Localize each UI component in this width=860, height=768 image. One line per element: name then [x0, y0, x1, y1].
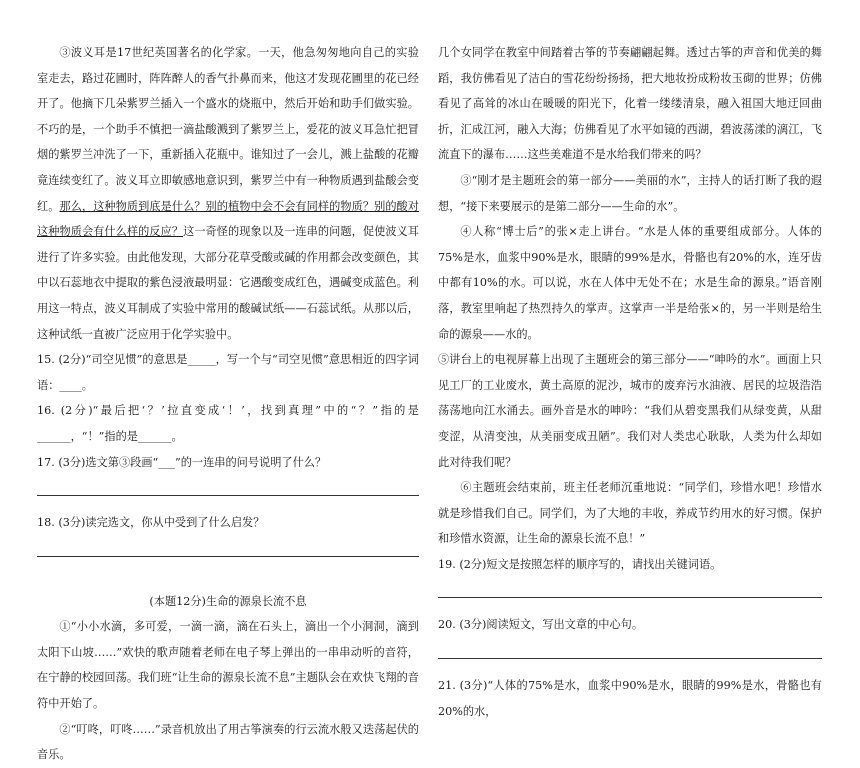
answer-line-19[interactable]: [438, 583, 822, 598]
underlined-questions: 那么，这种物质到底是什么？别的植物中会不会有同样的物质？别的酸对这种物质会有什么样的反应？: [37, 199, 419, 239]
passage-text-b: 这一奇怪的现象以及一连串的问题，促使波义耳进行了许多实验。由此他发现，大部分花草受酸或碱的作用都会改变颜色，其中以石蕊地衣中提取的紫色浸液最明显：它遇酸变成红色，遇碱变成蓝色。利用这一特点，波义耳制成了实验中常用的酸碱试纸——石蕊试纸。从那以后，这种试纸一直被广泛应用于化学实验中。: [37, 225, 419, 341]
question-15: 15. (2分)“司空见惯”的意思是_____，写一个与“司空见惯”意思相近的四字词语：____。: [37, 353, 419, 392]
answer-line-18[interactable]: [37, 542, 419, 557]
question-16: 16. (2分)“最后把‘？’拉直变成‘！’，找到真理”中的“？”指的是______，“！”指的是______。: [37, 404, 419, 443]
story-paragraph-1: ①“小小水滴，多可爱，一滴一滴，滴在石头上，滴出一个小洞洞，滴到太阳下山坡……”欢快的歌声随着老师在电子琴上弹出的一串串动听的音符，在宁静的校园回荡。我们班“让生命的源泉长流不息”主题队会在欢快飞翔的音符中开始了。: [37, 620, 419, 711]
question-19: 19. (2分)短文是按照怎样的顺序写的，请找出关键词语。: [438, 557, 722, 571]
passage-text-a: ③波义耳是17世纪英国著名的化学家。一天，他急匆匆地向自己的实验室走去，路过花圃时，阵阵醉人的香气扑鼻而来，他这才发现花圃里的花已经开了。他摘下几朵紫罗兰插入一个盛水的烧瓶中，然后开始和助手们做实验。不巧的是，一个助手不慎把一滴盐酸溅到了紫罗兰上，爱花的波义耳急忙把冒烟的紫罗兰冲洗了一下，重新插入花瓶中。谁知过了一会儿，溅上盐酸的花瓣竟连续变红了。波义耳立即敏感地意识到，紫罗兰中有一种物质遇到盐酸会变红。: [37, 46, 419, 213]
answer-line-20[interactable]: [438, 644, 822, 659]
story-paragraph-3: ③“刚才是主题班会的第一部分——美丽的水”，主持人的话打断了我的遐想，“接下来要展示的是第二部分——生命的水”。: [438, 173, 822, 213]
right-column: [438, 40, 822, 724]
question-17: 17. (3分)选文第③段画“___”的一连串的问号说明了什么？: [37, 455, 327, 469]
story-paragraph-2: ②“叮咚，叮咚……”录音机放出了用古筝演奏的行云流水般又迭荡起伏的音乐。: [37, 722, 419, 762]
story-paragraph-5: ⑤讲台上的电视屏幕上出现了主题班会的第三部分——“呻吟的水”。画面上只见工厂的工业废水，黄土高原的泥沙，城市的废弃污水油液、居民的垃圾浩浩荡荡地向江水涌去。画外音是水的呻吟：“我们从碧变黑我们从绿变黄，从甜变涩，从清变浊，从美丽变成丑陋”。我们对人类忠心耿耿，人类为什么却如此对待我们呢？: [438, 353, 822, 469]
question-21: 21. (3分)“人体的75%是水，血浆中90%是水，眼睛的99%是水，骨骼也有20%的水，: [438, 679, 822, 718]
left-column: [37, 40, 419, 768]
story-paragraph-2-continued: 几个女同学在教室中间踏着古筝的节奏翩翩起舞。透过古筝的声音和优美的舞蹈，我仿佛看见了洁白的雪花纷纷扬扬，把大地妆扮成粉妆玉砌的世界；仿佛看见了高耸的冰山在暖暖的阳光下，化着一缕缕清泉，融入祖国大地迂回曲折，汇成江河，融入大海；仿佛看见了水平如镜的西湖，碧波荡漾的漓江，飞流直下的瀑布……这些美难道不是水给我们带来的吗？: [438, 46, 822, 162]
story-paragraph-6: ⑥主题班会结束前，班主任老师沉重地说：“同学们，珍惜水吧！珍惜水就是珍惜我们自己。同学们，为了大地的丰收，养成节约用水的好习惯。保护和珍惜水资源，让生命的源泉长流不息！”: [438, 481, 822, 546]
section-title: (本题12分)生命的源泉长流不息: [149, 594, 307, 608]
story-paragraph-4: ④人称“博士后”的张×走上讲台。“水是人体的重要组成部分。人体的75%是水，血浆中90%是水，眼睛的99%是水，骨骼也有20%的水，连牙齿中都有10%的水。可以说，水在人体中无处不在；水是生命的源泉。”语音刚落，教室里响起了热烈持久的掌声。这掌声一半是给张×的，另一半则是给生命的源泉——水的。: [438, 225, 822, 341]
passage-paragraph-3: [37, 40, 419, 347]
question-20: 20. (3分)阅读短文，写出文章的中心句。: [438, 618, 644, 632]
answer-line-17[interactable]: [37, 481, 419, 496]
question-18: 18. (3分)读完选文，你从中受到了什么启发？: [37, 516, 265, 530]
